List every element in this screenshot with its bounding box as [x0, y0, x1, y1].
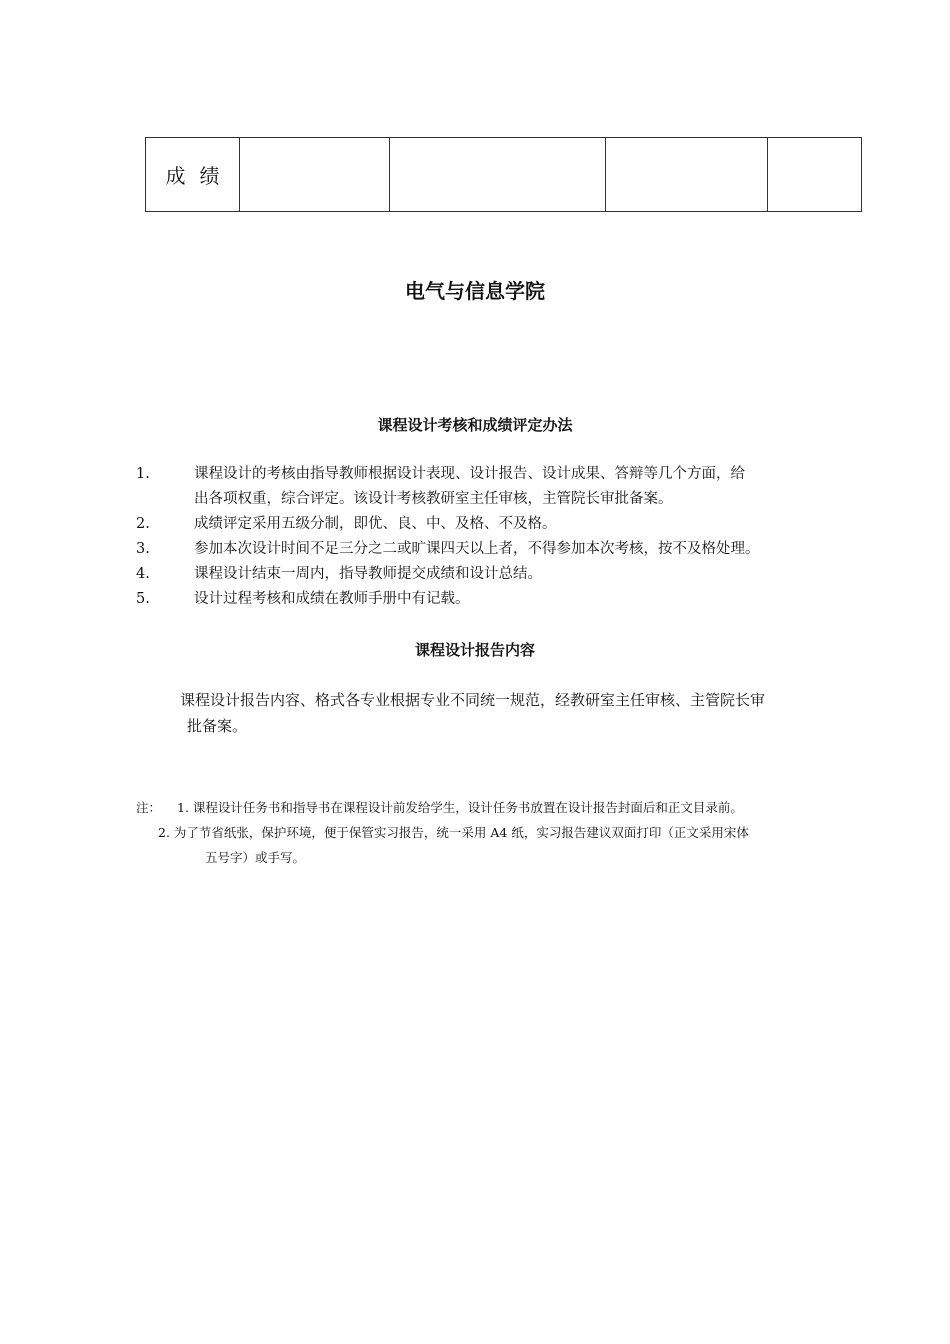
rule-number: 1.: [136, 466, 150, 482]
grade-cell[interactable]: [768, 138, 862, 212]
rule-item: [0, 587, 950, 612]
report-heading: 课程设计报告内容: [414, 641, 535, 659]
grade-cell[interactable]: [390, 138, 606, 212]
note-number: 1.: [177, 800, 189, 815]
note-text: 课程设计任务书和指导书在课程设计前发给学生，设计任务书放置在设计报告封面后和正文目录前。: [192, 800, 743, 815]
report-paragraph: [180, 687, 842, 739]
rule-text-line: 课程设计的考核由指导教师根据设计表现、设计报告、设计成果、答辩等几个方面，给: [194, 466, 745, 482]
rule-number: 2.: [136, 516, 150, 532]
report-line: 课程设计报告内容、格式各专业根据专业不同统一规范，经教研室主任审核、主管院长审: [180, 691, 766, 709]
note-label: 注：: [136, 800, 162, 815]
college-name: 电气与信息学院: [405, 279, 545, 303]
note-text: 为了节省纸张，保护环境，便于保管实习报告，统一采用 A4 纸，实习报告建议双面打印（正文采用宋体: [173, 825, 749, 840]
rule-text: 课程设计结束一周内，指导教师提交成绩和设计总结。: [194, 566, 542, 582]
note-number: 2.: [158, 825, 170, 840]
grade-row: [146, 138, 862, 212]
grade-table: [145, 137, 862, 212]
rule-text: 参加本次设计时间不足三分之二或旷课四天以上者，不得参加本次考核，按不及格处理。: [194, 541, 760, 557]
grade-cell[interactable]: [606, 138, 768, 212]
grade-label: 成绩: [146, 138, 240, 212]
assessment-heading: 课程设计考核和成绩评定办法: [377, 416, 573, 434]
rule-text: 成绩评定采用五级分制，即优、良、中、及格、不及格。: [194, 516, 557, 532]
report-line: 批备案。: [187, 717, 248, 735]
note-item: [136, 795, 856, 820]
note-item: [158, 820, 848, 845]
rule-number: 4.: [136, 566, 150, 582]
rule-number: 3.: [136, 541, 150, 557]
rule-item: [0, 562, 950, 587]
grade-cell[interactable]: [240, 138, 390, 212]
rule-item: [0, 512, 950, 537]
rule-item: [0, 462, 950, 512]
rule-item: [0, 537, 950, 562]
rule-number: 5.: [136, 591, 150, 607]
rule-text: [194, 462, 844, 512]
note-text-continued: 五号字）或手写。: [205, 850, 306, 865]
rule-text: 设计过程考核和成绩在教师手册中有记载。: [194, 591, 470, 607]
rule-text-line: 出各项权重，综合评定。该设计考核教研室主任审核，主管院长审批备案。: [194, 491, 673, 507]
